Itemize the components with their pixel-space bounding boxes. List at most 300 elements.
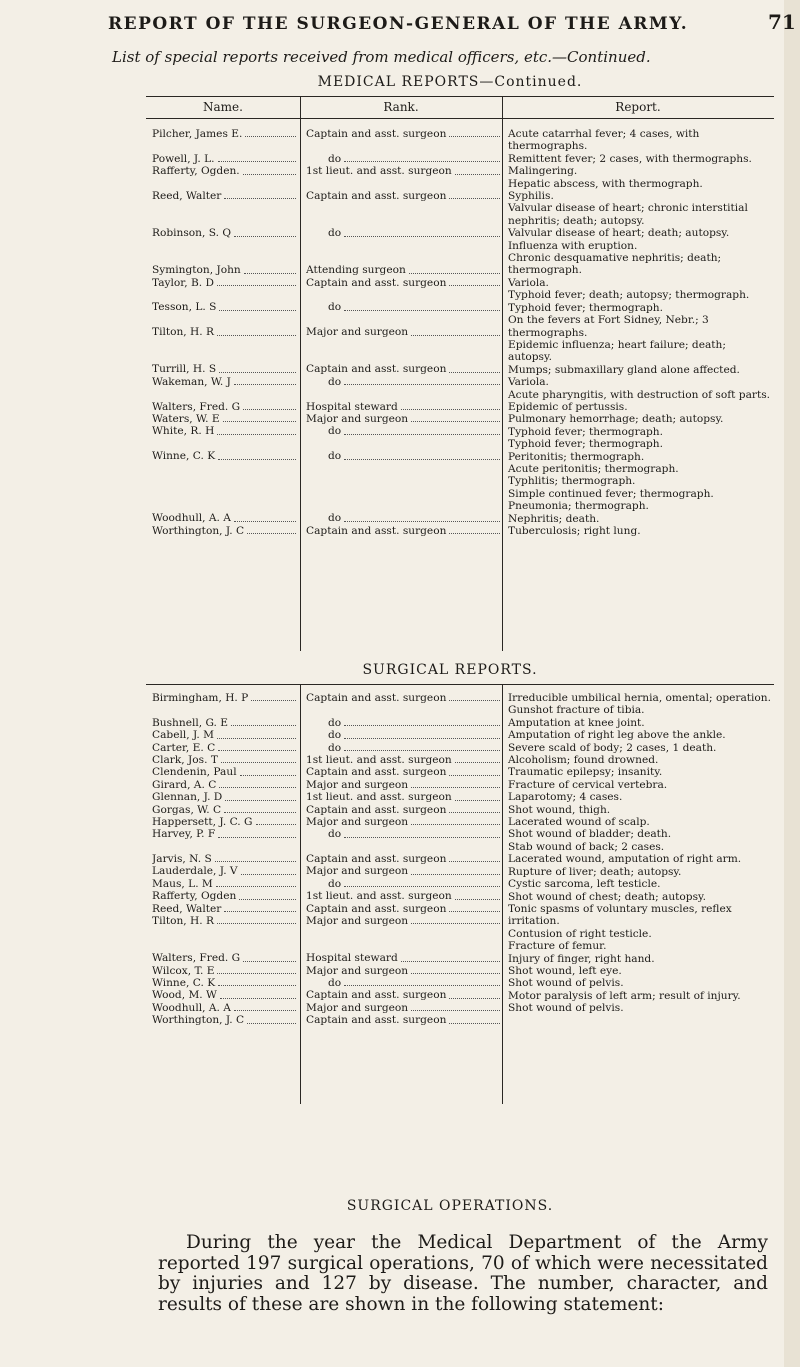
name-cell-text: Symington, John	[152, 264, 241, 277]
rank-cell-text: do	[328, 741, 342, 754]
name-cell	[152, 754, 298, 766]
dot-leader	[344, 153, 500, 162]
name-cell	[152, 178, 298, 190]
dot-leader	[344, 450, 500, 459]
dot-leader	[231, 717, 296, 726]
rank-cell	[306, 1014, 502, 1026]
rank-cell	[306, 525, 502, 537]
name-cell-text: Clark, Jos. T	[152, 753, 218, 766]
dot-leader	[223, 413, 296, 422]
report-cell: Contusion of right testicle.	[508, 927, 652, 940]
table-rule	[146, 118, 774, 119]
name-cell-text: Woodhull, A. A	[152, 1001, 231, 1014]
dot-leader	[234, 376, 296, 385]
report-cell: Typhoid fever; thermograph.	[508, 438, 663, 451]
name-cell	[152, 277, 298, 289]
rank-cell	[306, 178, 502, 190]
name-cell-text: Wood, M. W	[152, 989, 217, 1002]
name-cell	[152, 791, 298, 803]
dot-leader	[344, 977, 500, 986]
name-cell-text: Woodhull, A. A	[152, 512, 231, 525]
report-cell: Acute peritonitis; thermograph.	[508, 462, 679, 475]
report-cell: Pulmonary hemorrhage; death; autopsy.	[508, 413, 724, 426]
report-cell: Acute pharyngitis, with destruction of soft parts.	[508, 388, 771, 401]
rank-cell	[306, 401, 502, 413]
name-cell-text: Winne, C. K	[152, 450, 216, 463]
dot-leader	[251, 692, 296, 701]
name-cell-text: Worthington, J. C	[152, 1014, 245, 1027]
dot-leader	[217, 326, 296, 335]
name-cell-text: Taylor, B. D	[152, 276, 214, 289]
dot-leader	[401, 952, 500, 961]
rank-cell	[306, 853, 502, 865]
name-cell	[152, 165, 298, 177]
rank-cell-text: Captain and asst. surgeon	[306, 1014, 447, 1027]
rank-cell	[306, 500, 502, 512]
rank-cell-text: Captain and asst. surgeon	[306, 853, 447, 866]
report-cell: Tonic spasms of voluntary muscles, reflex irritation.	[508, 902, 732, 928]
name-cell-text: Reed, Walter	[152, 902, 222, 915]
name-cell	[152, 525, 298, 537]
name-cell	[152, 401, 298, 413]
report-cell: Simple continued fever; thermograph.	[508, 487, 714, 500]
rank-cell-text: do	[328, 512, 342, 525]
name-cell	[152, 841, 298, 853]
dot-leader	[344, 828, 500, 837]
rank-cell	[306, 841, 502, 853]
rank-cell-text: Major and surgeon	[306, 865, 409, 878]
dot-leader	[449, 190, 500, 199]
rank-cell	[306, 865, 502, 877]
rank-cell-text: 1st lieut. and asst. surgeon	[306, 165, 452, 178]
rank-cell-text: 1st lieut. and asst. surgeon	[306, 890, 452, 903]
report-cell: Lacerated wound of scalp.	[508, 816, 650, 829]
rank-cell	[306, 388, 502, 400]
name-cell	[152, 314, 298, 326]
name-cell	[152, 264, 298, 276]
name-cell-text: Tilton, H. R	[152, 915, 214, 928]
rank-cell	[306, 463, 502, 475]
rank-cell	[306, 289, 502, 301]
name-cell	[152, 240, 298, 252]
name-cell-text: Wilcox, T. E	[152, 964, 215, 977]
name-cell	[152, 903, 298, 915]
name-cell-text: Clendenin, Paul	[152, 766, 237, 779]
dot-leader	[224, 804, 296, 813]
name-cell-text: Girard, A. C	[152, 778, 217, 791]
dot-leader	[455, 890, 500, 899]
rank-cell	[306, 202, 502, 214]
dot-leader	[411, 1002, 500, 1011]
rank-cell-text: do	[328, 877, 342, 890]
rank-cell-text: Captain and asst. surgeon	[306, 128, 447, 140]
rank-cell	[306, 903, 502, 915]
report-cell: Injury of finger, right hand.	[508, 952, 655, 965]
dot-leader	[411, 965, 500, 974]
rank-cell	[306, 927, 502, 939]
rank-cell-text: do	[328, 828, 342, 841]
rank-cell	[306, 190, 502, 202]
medical-section-title: MEDICAL REPORTS—Continued.	[317, 74, 583, 90]
page-margin	[0, 0, 120, 1367]
table-rule	[146, 96, 774, 97]
dot-leader	[217, 425, 296, 434]
name-cell	[152, 865, 298, 877]
dot-leader	[219, 301, 296, 310]
rank-cell	[306, 915, 502, 927]
name-cell	[152, 140, 298, 152]
report-cell: Amputation of right leg above the ankle.	[508, 729, 726, 742]
rank-cell-text: Major and surgeon	[306, 815, 409, 828]
report-cell: Rupture of liver; death; autopsy.	[508, 865, 682, 878]
operations-paragraph	[158, 1233, 768, 1315]
rank-cell	[306, 227, 502, 239]
dot-leader	[218, 450, 296, 459]
operations-section-title: SURGICAL OPERATIONS.	[346, 1198, 554, 1214]
dot-leader	[218, 977, 296, 986]
name-cell-text: Gorgas, W. C	[152, 803, 222, 816]
report-cell: Malingering.	[508, 165, 578, 178]
rank-cell-text: do	[328, 375, 342, 388]
dot-leader	[344, 729, 500, 738]
name-cell	[152, 977, 298, 989]
surgical-table	[146, 684, 774, 1104]
name-cell	[152, 940, 298, 952]
dot-leader	[449, 1014, 500, 1023]
name-cell	[152, 227, 298, 239]
report-cell: Shot wound, thigh.	[508, 803, 611, 816]
dot-leader	[224, 190, 296, 199]
rank-cell	[306, 339, 502, 351]
report-cell: Mumps; submaxillary gland alone affected.	[508, 363, 740, 376]
rank-cell-text: 1st lieut. and asst. surgeon	[306, 791, 452, 804]
dot-leader	[411, 915, 500, 924]
dot-leader	[218, 828, 296, 837]
name-cell-text: Birmingham, H. P	[152, 692, 249, 704]
rank-cell-text: Captain and asst. surgeon	[306, 692, 447, 704]
rank-cell	[306, 512, 502, 524]
report-cell: Remittent fever; 2 cases, with thermographs.	[508, 152, 752, 165]
rank-cell	[306, 215, 502, 227]
rank-cell	[306, 1002, 502, 1014]
report-cell: Tuberculosis; right lung.	[508, 525, 641, 537]
rank-cell	[306, 438, 502, 450]
dot-leader	[247, 1014, 296, 1023]
dot-leader	[245, 128, 296, 137]
dot-leader	[449, 804, 500, 813]
dot-leader	[409, 264, 500, 273]
report-cell: Epidemic influenza; heart failure; death; autopsy.	[508, 338, 726, 364]
name-cell-text: Carter, E. C	[152, 741, 216, 754]
name-cell	[152, 828, 298, 840]
name-cell-text: Happersett, J. C. G	[152, 815, 253, 828]
column-header-rank: Rank.	[383, 100, 419, 114]
report-cell: Traumatic epilepsy; insanity.	[508, 766, 663, 779]
surgical-section-title: SURGICAL REPORTS.	[362, 662, 538, 678]
rank-cell	[306, 487, 502, 499]
dot-leader	[344, 717, 500, 726]
report-cell: Shot wound of chest; death; autopsy.	[508, 890, 706, 903]
name-cell-text: Robinson, S. Q	[152, 227, 232, 240]
name-cell	[152, 326, 298, 338]
name-cell	[152, 438, 298, 450]
dot-leader	[411, 326, 500, 335]
rank-cell	[306, 779, 502, 791]
report-cell: Nephritis; death.	[508, 512, 600, 525]
name-cell	[152, 1014, 298, 1026]
rank-cell-text: Captain and asst. surgeon	[306, 766, 447, 779]
report-cell: Irreducible umbilical hernia, omental; operation.	[508, 692, 771, 704]
rank-cell	[306, 128, 502, 140]
dot-leader	[218, 153, 297, 162]
dot-leader	[344, 376, 500, 385]
name-cell-text: Glennan, J. D	[152, 791, 223, 804]
name-cell	[152, 450, 298, 462]
report-cell: Severe scald of body; 2 cases, 1 death.	[508, 741, 717, 754]
rank-cell-text: Major and surgeon	[306, 412, 409, 425]
dot-leader	[449, 363, 500, 372]
rank-cell-text: Attending surgeon	[306, 264, 406, 277]
rank-cell	[306, 816, 502, 828]
dot-leader	[217, 729, 296, 738]
name-cell-text: Winne, C. K	[152, 976, 216, 989]
rank-cell	[306, 326, 502, 338]
rank-cell	[306, 363, 502, 375]
rank-cell	[306, 952, 502, 964]
rank-cell-text: Captain and asst. surgeon	[306, 189, 447, 202]
dot-leader	[449, 692, 500, 701]
report-cell: Valvular disease of heart; death; autopsy.	[508, 227, 730, 240]
report-cell: Hepatic abscess, with thermograph.	[508, 177, 703, 190]
rank-cell	[306, 277, 502, 289]
name-cell	[152, 927, 298, 939]
name-cell	[152, 475, 298, 487]
rank-cell	[306, 766, 502, 778]
name-cell	[152, 804, 298, 816]
dot-leader	[224, 903, 296, 912]
name-cell-text: Turrill, H. S	[152, 363, 217, 376]
report-cell: Influenza with eruption.	[508, 239, 638, 252]
name-cell	[152, 692, 298, 704]
dot-leader	[234, 512, 296, 521]
name-cell	[152, 339, 298, 351]
rank-cell	[306, 717, 502, 729]
report-cell: Motor paralysis of left arm; result of injury.	[508, 989, 741, 1002]
rank-cell-text: do	[328, 716, 342, 729]
rank-cell	[306, 240, 502, 252]
name-cell	[152, 363, 298, 375]
page-number: 71	[768, 10, 796, 34]
rank-cell-text: Major and surgeon	[306, 915, 409, 928]
dot-leader	[217, 915, 296, 924]
name-cell	[152, 376, 298, 388]
report-cell: Shot wound of bladder; death.	[508, 828, 672, 841]
medical-table	[146, 96, 774, 651]
report-cell: Variola.	[508, 276, 549, 289]
rank-cell	[306, 977, 502, 989]
column-rule	[502, 96, 503, 651]
rank-cell-text: do	[328, 976, 342, 989]
rank-cell	[306, 351, 502, 363]
rank-cell	[306, 692, 502, 704]
report-cell: On the fevers at Fort Sidney, Nebr.; 3 thermographs.	[508, 314, 709, 339]
rank-cell	[306, 165, 502, 177]
rank-cell-text: Captain and asst. surgeon	[306, 803, 447, 816]
name-cell-text: Bushnell, G. E	[152, 716, 229, 729]
name-cell	[152, 915, 298, 927]
rank-cell-text: do	[328, 425, 342, 438]
rank-cell	[306, 704, 502, 716]
report-cell: Acute catarrhal fever; 4 cases, with thermographs.	[508, 128, 700, 153]
rank-cell	[306, 878, 502, 890]
dot-leader	[244, 264, 296, 273]
rank-cell	[306, 413, 502, 425]
dot-leader	[217, 965, 296, 974]
report-cell: Fracture of femur.	[508, 940, 607, 953]
name-cell	[152, 704, 298, 716]
report-cell: Peritonitis; thermograph.	[508, 450, 645, 463]
dot-leader	[256, 816, 297, 825]
name-cell-text: Pilcher, James E.	[152, 128, 243, 140]
report-cell: Typhlitis; thermograph.	[508, 475, 636, 488]
dot-leader	[455, 165, 500, 174]
dot-leader	[449, 277, 500, 286]
name-cell	[152, 215, 298, 227]
name-cell	[152, 463, 298, 475]
rank-cell-text: Captain and asst. surgeon	[306, 902, 447, 915]
rank-cell-text: do	[328, 450, 342, 463]
dot-leader	[449, 853, 500, 862]
report-cell: Typhoid fever; thermograph.	[508, 301, 663, 314]
rank-cell	[306, 828, 502, 840]
report-cell: Valvular disease of heart; chronic interstitial nephritis; death; autopsy.	[508, 202, 748, 227]
report-cell: Amputation at knee joint.	[508, 716, 645, 729]
name-cell	[152, 742, 298, 754]
report-cell: Typhoid fever; thermograph.	[508, 425, 663, 438]
dot-leader	[344, 227, 500, 236]
dot-leader	[243, 952, 296, 961]
rank-column	[306, 692, 502, 1027]
name-cell	[152, 252, 298, 264]
rank-cell	[306, 965, 502, 977]
report-column	[508, 128, 772, 537]
report-cell: Cystic sarcoma, left testicle.	[508, 878, 661, 891]
rank-cell	[306, 425, 502, 437]
dot-leader	[219, 779, 296, 788]
column-header-name: Name.	[203, 100, 243, 114]
report-cell: Typhoid fever; death; autopsy; thermograph.	[508, 289, 750, 302]
dot-leader	[247, 525, 296, 534]
dot-leader	[243, 165, 296, 174]
report-cell: Chronic desquamative nephritis; death; thermograph.	[508, 252, 722, 277]
rank-cell-text: Captain and asst. surgeon	[306, 989, 447, 1002]
name-cell	[152, 965, 298, 977]
name-cell-text: Rafferty, Ogden.	[152, 165, 240, 178]
dot-leader	[344, 425, 500, 434]
name-column	[152, 128, 298, 537]
name-cell	[152, 153, 298, 165]
rank-cell-text: Captain and asst. surgeon	[306, 276, 447, 289]
rank-cell-text: 1st lieut. and asst. surgeon	[306, 753, 452, 766]
name-cell	[152, 413, 298, 425]
report-cell: Laparotomy; 4 cases.	[508, 791, 623, 804]
name-cell-text: Jarvis, N. S	[152, 853, 212, 866]
name-cell-text: White, R. H	[152, 425, 215, 438]
rank-cell	[306, 376, 502, 388]
name-cell-text: Walters, Fred. G	[152, 400, 241, 413]
dot-leader	[401, 401, 500, 410]
report-cell: Gunshot fracture of tibia.	[508, 704, 645, 717]
rank-cell-text: Hospital steward	[306, 400, 398, 413]
rank-cell	[306, 252, 502, 264]
name-cell-text: Waters, W. E	[152, 412, 220, 425]
name-cell	[152, 512, 298, 524]
name-cell	[152, 128, 298, 140]
name-cell-text: Lauderdale, J. V	[152, 865, 238, 878]
name-cell	[152, 878, 298, 890]
paragraph-text: During the year the Medical Department of the Army reported 197 surgical operations, 70 of which were necessitated by injuries and 127 by disease. The number, character, and results of these are shown in the following statement:	[158, 1232, 768, 1315]
rank-cell	[306, 475, 502, 487]
dot-leader	[449, 989, 500, 998]
rank-cell	[306, 791, 502, 803]
name-cell	[152, 202, 298, 214]
rank-cell	[306, 729, 502, 741]
name-cell	[152, 289, 298, 301]
name-cell	[152, 779, 298, 791]
name-cell	[152, 301, 298, 313]
report-cell: Lacerated wound, amputation of right arm.	[508, 853, 742, 866]
rank-cell	[306, 989, 502, 1001]
dot-leader	[220, 989, 296, 998]
rank-cell-text: do	[328, 227, 342, 240]
report-cell: Alcoholism; found drowned.	[508, 754, 659, 767]
rank-cell-text: Major and surgeon	[306, 778, 409, 791]
name-cell	[152, 952, 298, 964]
dot-leader	[449, 525, 500, 534]
report-cell: Syphilis.	[508, 190, 554, 203]
column-rule	[300, 684, 301, 1104]
dot-leader	[344, 878, 500, 887]
rank-cell-text: do	[328, 301, 342, 314]
report-cell: Epidemic of pertussis.	[508, 400, 628, 413]
name-cell-text: Tesson, L. S	[152, 301, 217, 314]
dot-leader	[239, 890, 296, 899]
name-cell	[152, 487, 298, 499]
name-cell-text: Cabell, J. M	[152, 729, 214, 742]
name-cell	[152, 729, 298, 741]
report-cell: Pneumonia; thermograph.	[508, 500, 649, 513]
rank-column	[306, 128, 502, 537]
dot-leader	[234, 1002, 296, 1011]
running-head: REPORT OF THE SURGEON-GENERAL OF THE ARMY.	[108, 14, 689, 34]
rank-cell-text: Hospital steward	[306, 952, 398, 965]
dot-leader	[217, 277, 296, 286]
report-cell: Fracture of cervical vertebra.	[508, 778, 668, 791]
rank-cell-text: Major and surgeon	[306, 964, 409, 977]
dot-leader	[449, 903, 500, 912]
name-cell	[152, 890, 298, 902]
name-cell-text: Reed, Walter	[152, 189, 222, 202]
report-cell: Stab wound of back; 2 cases.	[508, 840, 665, 853]
table-rule	[146, 684, 774, 685]
name-cell	[152, 816, 298, 828]
name-column	[152, 692, 298, 1027]
rank-cell	[306, 314, 502, 326]
page-edge	[784, 0, 800, 1367]
dot-leader	[221, 754, 296, 763]
dot-leader	[234, 227, 296, 236]
rank-cell	[306, 153, 502, 165]
